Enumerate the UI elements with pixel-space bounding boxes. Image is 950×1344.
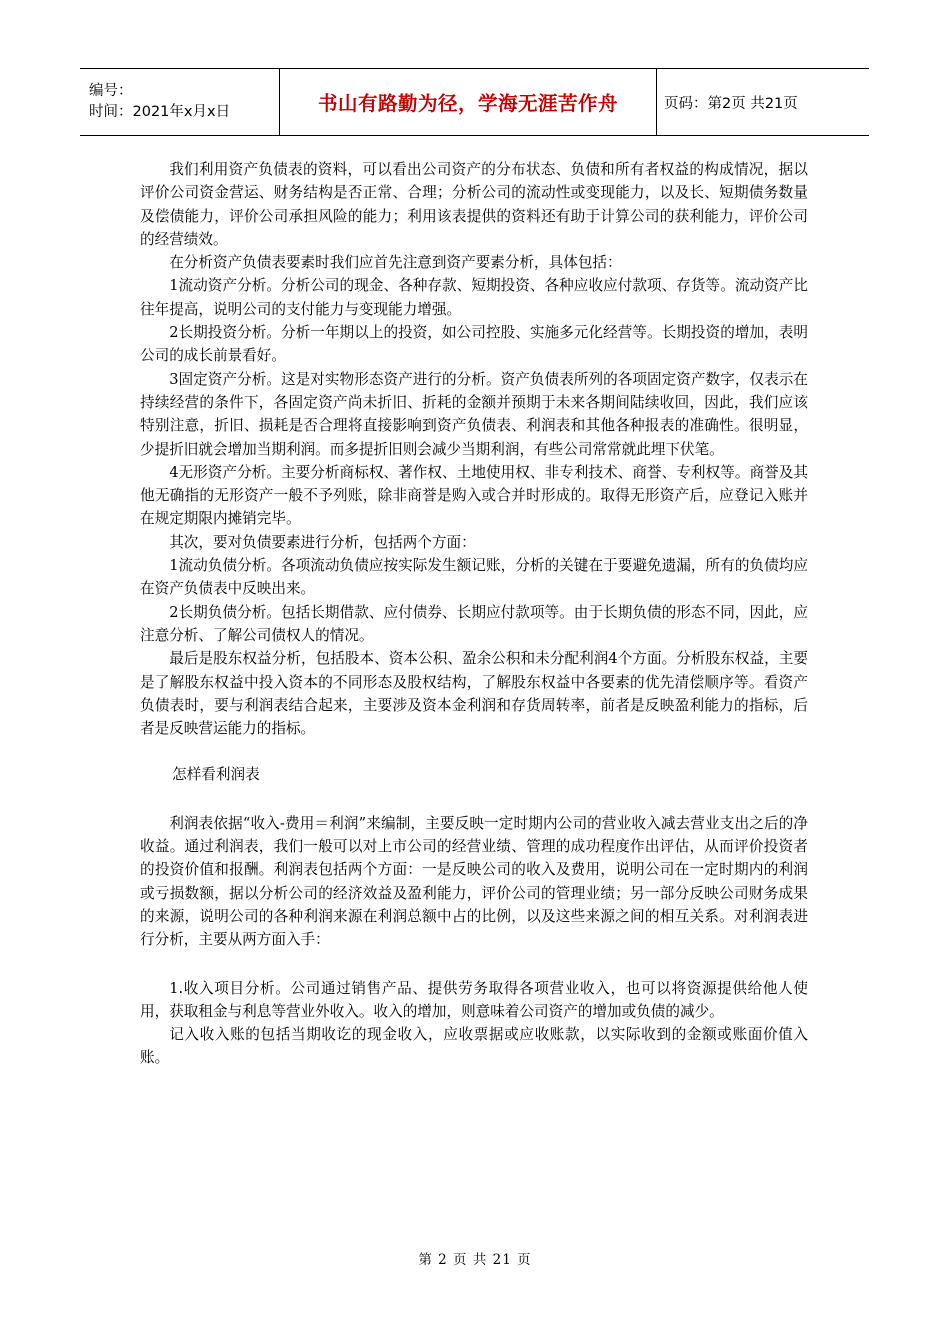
- body-paragraph: 最后是股东权益分析，包括股本、资本公积、盈余公积和未分配利润4个方面。分析股东权益，主要是了解股东权益中投入资本的不同形态及股权结构，了解股东权益中各要素的优先清偿顺序等。看资产负债表时，要与利润表结合起来，主要涉及资本金利润和存货周转率，前者是反映盈利能力的指标，后者是反映营运能力的指标。: [140, 650, 808, 738]
- header-motto: 书山有路勤为径，学海无涯苦作舟: [317, 92, 618, 115]
- page-footer: 第 2 页 共 21 页: [418, 1252, 532, 1268]
- document-header: [80, 68, 869, 136]
- document-body: [140, 158, 808, 1070]
- body-paragraph: 4无形资产分析。主要分析商标权、著作权、土地使用权、非专利技术、商誉、专利权等。商誉及其他无确指的无形资产一般不予列账，除非商誉是购入或合并时形成的。取得无形资产后，应登记入账并在规定期限内摊销完毕。: [140, 463, 808, 528]
- body-paragraph: 1流动负债分析。各项流动负债应按实际发生额记账，分析的关键在于要避免遗漏，所有的负债均应在资产负债表中反映出来。: [140, 557, 808, 598]
- body-paragraph: 我们利用资产负债表的资料，可以看出公司资产的分布状态、负债和所有者权益的构成情况，据以评价公司资金营运、财务结构是否正常、合理；分析公司的流动性或变现能力，以及长、短期债务数量及偿债能力，评价公司承担风险的能力；利用该表提供的资料还有助于计算公司的获利能力，评价公司的经营绩效。: [140, 161, 808, 248]
- body-paragraph: 利润表依据“收入-费用＝利润”来编制，主要反映一定时期内公司的营业收入减去营业支出之后的净收益。通过利润表，我们一般可以对上市公司的经营业绩、管理的成功程度作出评估，从而评价投资者的投资价值和报酬。利润表包括两个方面：一是反映公司的收入及费用，说明公司在一定时期内的利润或亏损数额，据以分析公司的经济效益及盈利能力，评价公司的管理业绩；另一部分反映公司财务成果的来源，说明公司的各种利润来源在利润总额中占的比例，以及这些来源之间的相互关系。对利润表进行分析，主要从两方面入手：: [140, 814, 808, 949]
- body-paragraph: 2长期负债分析。包括长期借款、应付债券、长期应付款项等。由于长期负债的形态不同，因此，应注意分析、了解公司债权人的情况。: [140, 603, 808, 644]
- header-page-info: 页码：第2页 共21页: [664, 95, 798, 112]
- document-date: 时间：2021年x月x日: [89, 104, 231, 120]
- header-meta-cell: [80, 69, 280, 136]
- section-heading: 怎样看利润表: [172, 766, 260, 784]
- body-paragraph: 1流动资产分析。分析公司的现金、各种存款、短期投资、各种应收应付款项、存货等。流动资产比往年提高，说明公司的支付能力与变现能力增强。: [140, 277, 808, 318]
- body-paragraph: 3固定资产分析。这是对实物形态资产进行的分析。资产负债表所列的各项固定资产数字，仅表示在持续经营的条件下，各固定资产尚未折旧、折耗的金额并预期于未来各期间陆续收回，因此，我们应该特别注意，折旧、损耗是否合理将直接影响到资产负债表、利润表和其他各种报表的准确性。很明显，少提折旧就会增加当期利润。而多提折旧则会减少当期利润，有些公司常常就此埋下伏笔。: [140, 370, 808, 458]
- body-paragraph: 记入收入账的包括当期收讫的现金收入，应收票据或应收账款，以实际收到的金额或账面价值入账。: [140, 1026, 808, 1067]
- body-paragraph: 1.收入项目分析。公司通过销售产品、提供劳务取得各项营业收入，也可以将资源提供给他人使用，获取租金与利息等营业外收入。收入的增加，则意味着公司资产的增加或负债的减少。: [140, 979, 808, 1020]
- header-page-cell: [657, 69, 870, 136]
- document-number-label: 编号：: [89, 83, 133, 99]
- header-motto-cell: [280, 69, 657, 136]
- body-paragraph: 在分析资产负债表要素时我们应首先注意到资产要素分析，具体包括：: [169, 254, 622, 272]
- body-paragraph: 2长期投资分析。分析一年期以上的投资，如公司控股、实施多元化经营等。长期投资的增加，表明公司的成长前景看好。: [140, 324, 808, 365]
- body-paragraph: 其次，要对负债要素进行分析，包括两个方面：: [169, 533, 476, 551]
